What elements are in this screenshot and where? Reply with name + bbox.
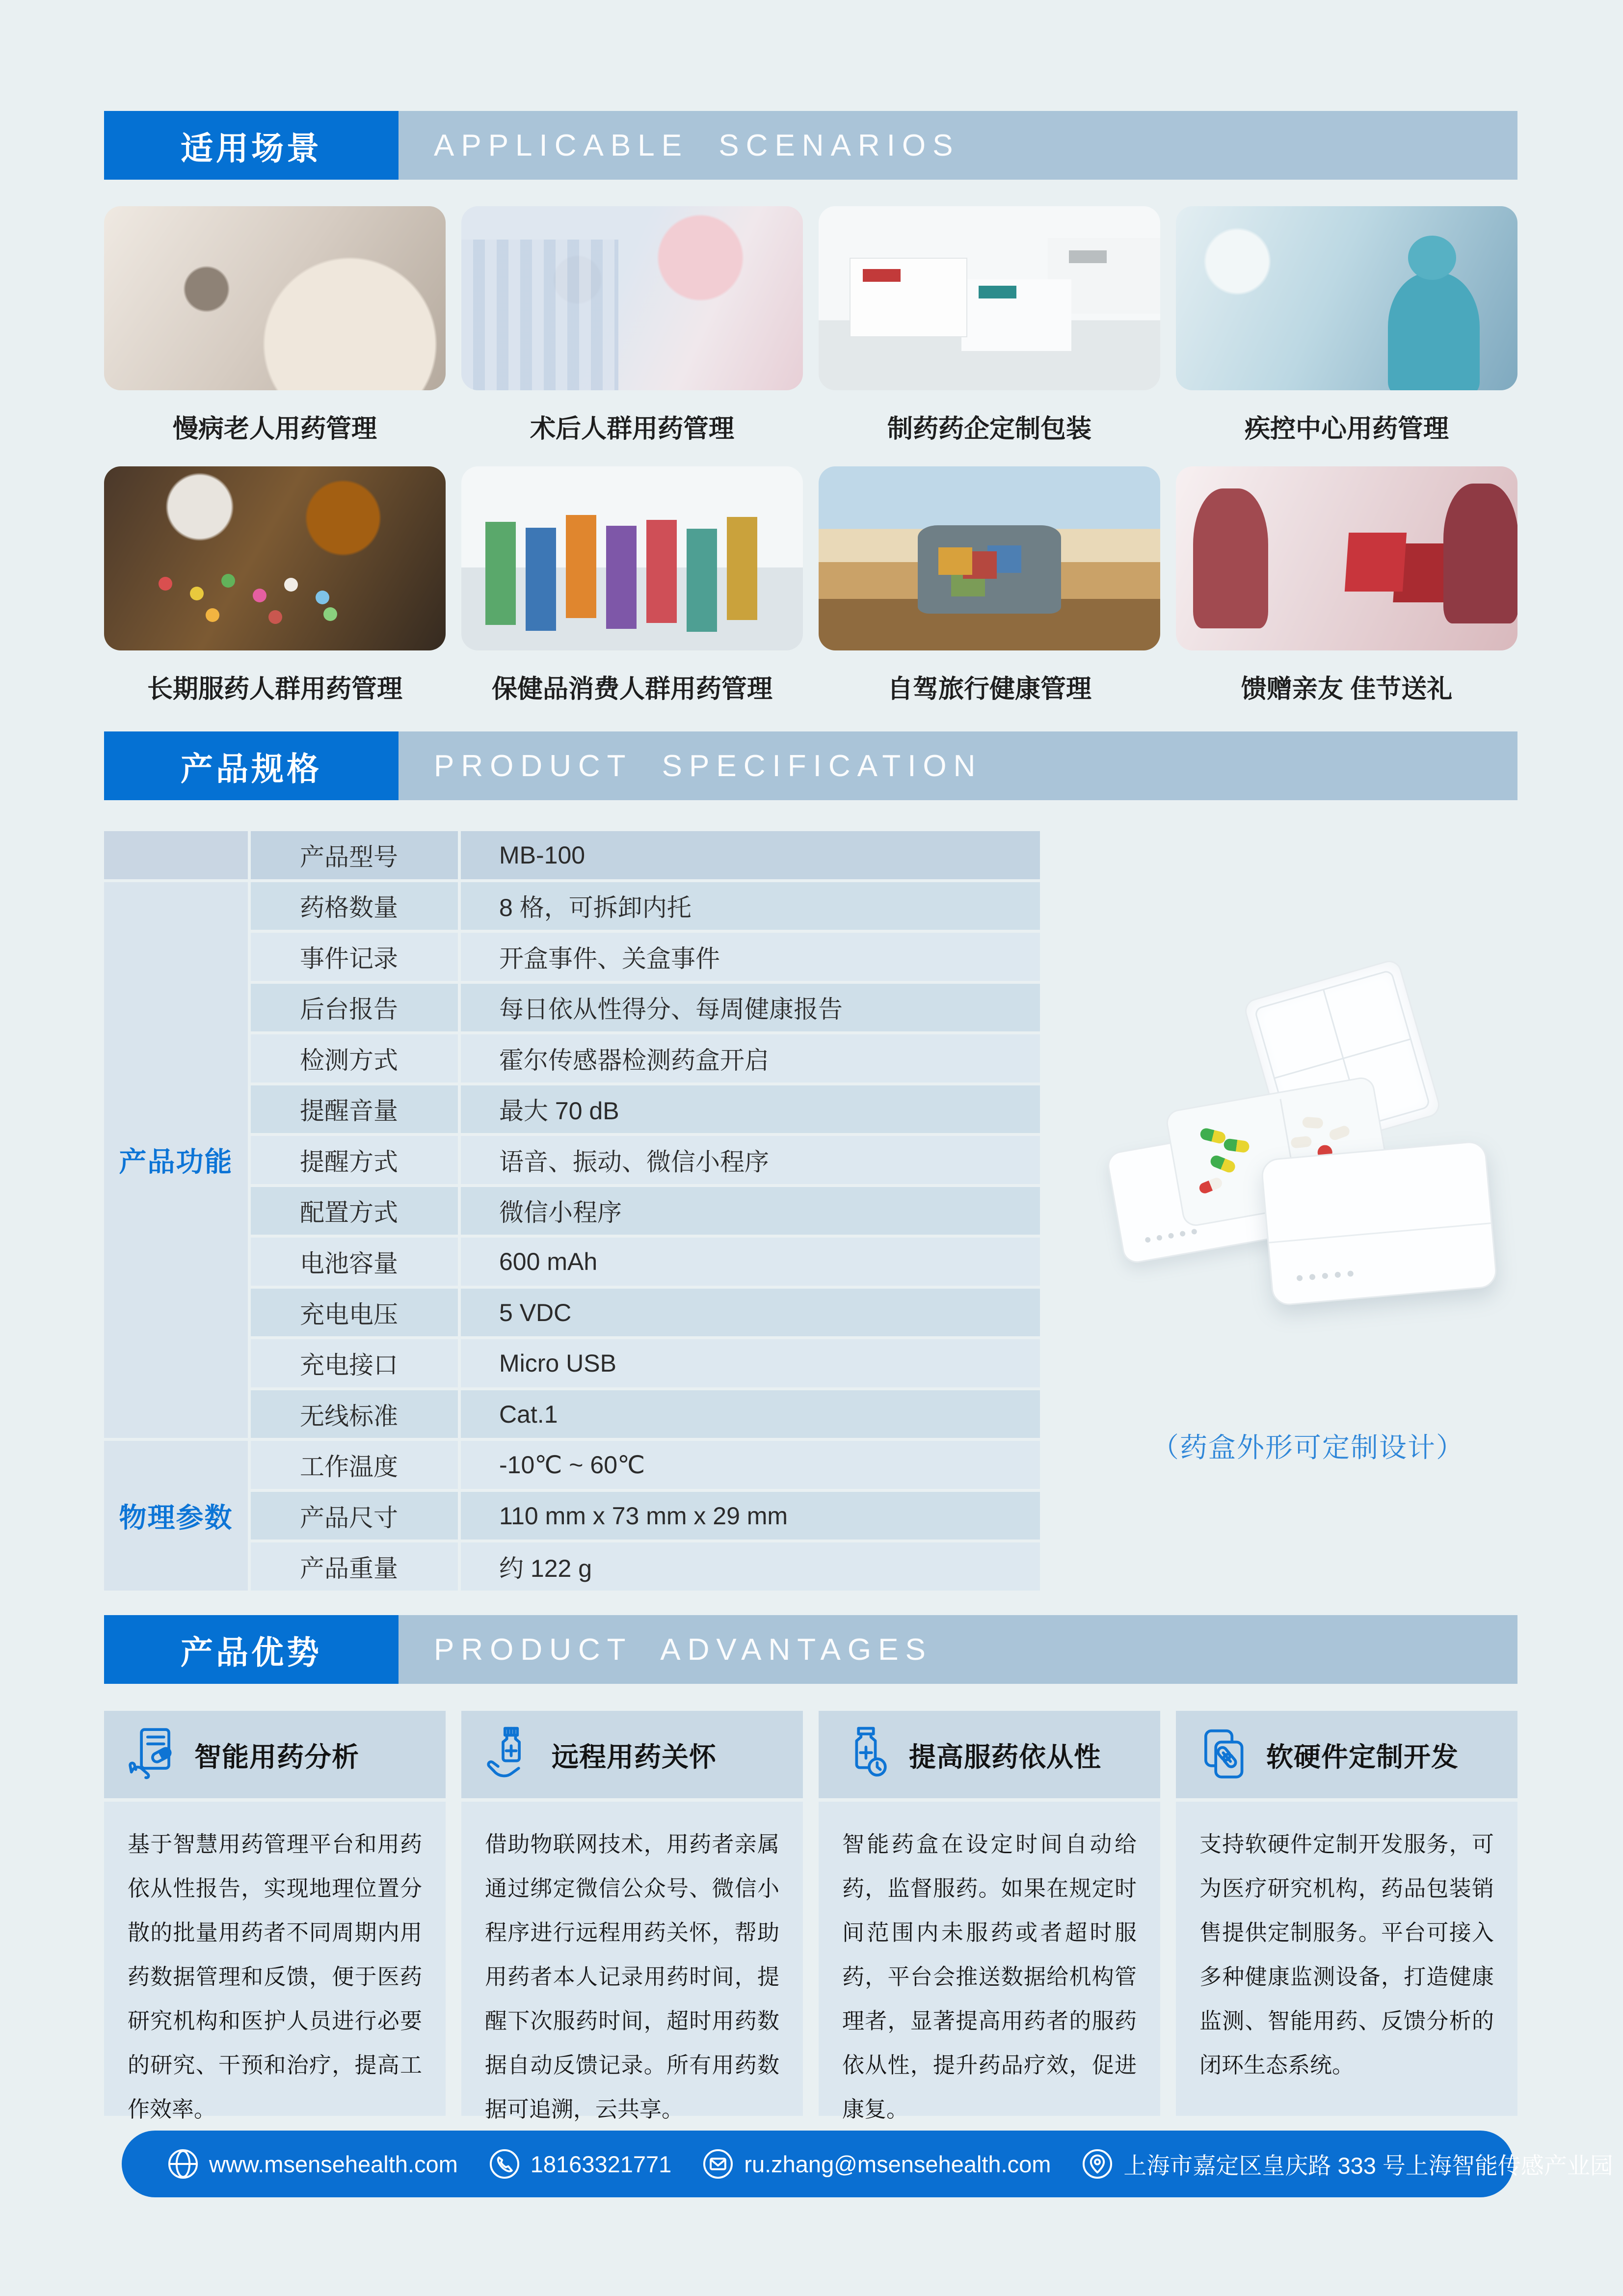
spec-value: 600 mAh — [461, 1238, 1040, 1286]
footer-item — [167, 2148, 458, 2180]
advantage-card-header — [104, 1711, 446, 1798]
scenario-caption: 保健品消费人群用药管理 — [491, 675, 772, 703]
report-hand-icon — [123, 1725, 183, 1784]
advantage-title: 软硬件定制开发 — [1266, 1741, 1459, 1772]
scenario-card — [819, 466, 1160, 705]
spec-value: 开盒事件、关盒事件 — [461, 933, 1040, 981]
advantage-card — [104, 1711, 446, 2122]
photo-gift-giving — [1176, 466, 1517, 650]
advantage-card-header — [1176, 1711, 1517, 1798]
footer-contact-bar — [122, 2131, 1613, 2197]
scenario-card — [819, 206, 1160, 445]
spec-label: 提醒方式 — [251, 1136, 458, 1184]
advantage-title: 提高服药依从性 — [909, 1741, 1102, 1772]
advantage-card — [819, 1711, 1160, 2122]
scenario-card — [1176, 466, 1517, 705]
section-title-en-advantages: PRODUCT ADVANTAGES — [399, 1615, 1517, 1684]
scenario-caption: 馈赠亲友 佳节送礼 — [1241, 675, 1453, 703]
spec-value: 5 VDC — [461, 1289, 1040, 1337]
spec-value: 语音、振动、微信小程序 — [461, 1136, 1040, 1184]
photo-post-surgery — [461, 206, 803, 390]
scenario-caption: 慢病老人用药管理 — [172, 415, 377, 443]
spec-label: 产品尺寸 — [251, 1492, 458, 1540]
photo-elderly-home — [104, 206, 446, 390]
cards-link-icon — [1195, 1725, 1254, 1784]
spec-value: -10℃ ~ 60℃ — [461, 1441, 1040, 1489]
advantage-card — [461, 1711, 803, 2122]
bottle-clock-icon — [837, 1725, 897, 1784]
spec-value: 最大 70 dB — [461, 1085, 1040, 1134]
advantages-row — [104, 1711, 1517, 2122]
spec-label: 事件记录 — [251, 933, 458, 981]
footer-items — [167, 2148, 1613, 2181]
scenario-card — [1176, 206, 1517, 445]
spec-left-header-cell — [104, 831, 248, 879]
footer-label: 上海市嘉定区皇庆路 333 号上海智能传感产业园 — [1123, 2152, 1613, 2179]
spec-group-physical: 物理参数 — [104, 1441, 248, 1591]
spec-label: 充电电压 — [251, 1289, 458, 1337]
footer-item — [1081, 2148, 1613, 2181]
spec-label: 电池容量 — [251, 1238, 458, 1286]
advantage-body: 借助物联网技术，用药者亲属通过绑定微信公众号、微信小程序进行远程用药关怀，帮助用药者本人记录用药时间，提醒下次服药时间，超时用药数据自动反馈记录。所有用药数据可追溯，云共享。 — [461, 1802, 803, 2116]
phone-icon — [488, 2148, 521, 2180]
advantage-body: 支持软硬件定制开发服务，可为医疗研究机构，药品包装销售提供定制服务。平台可接入多种健康监测设备，打造健康监测、智能用药、反馈分析的闭环生态系统。 — [1176, 1802, 1517, 2116]
advantage-card — [1176, 1711, 1517, 2116]
spec-group-functions: 产品功能 — [104, 882, 248, 1438]
footer-label: www.msensehealth.com — [209, 2151, 458, 2177]
spec-label: 无线标准 — [251, 1390, 458, 1438]
spec-label: 检测方式 — [251, 1034, 458, 1082]
photo-road-trip — [819, 466, 1160, 650]
pillbox-closed — [1260, 1140, 1498, 1307]
scenario-card — [104, 466, 446, 705]
spec-value: 微信小程序 — [461, 1187, 1040, 1235]
scenario-card — [461, 206, 803, 445]
scenario-caption: 疾控中心用药管理 — [1244, 415, 1449, 443]
pillbox-product-photo — [1114, 977, 1497, 1389]
scenario-row-1 — [104, 206, 1517, 445]
section-header-scenarios — [104, 111, 1517, 180]
footer-item — [702, 2148, 1051, 2180]
section-title-en-scenarios: APPLICABLE SCENARIOS — [399, 111, 1517, 180]
section-badge-scenarios: 适用场景 — [104, 111, 399, 180]
scenario-card — [461, 466, 803, 705]
section-header-advantages — [104, 1615, 1517, 1684]
photo-supplements — [461, 466, 803, 650]
scenario-row-2 — [104, 466, 1517, 705]
spec-value: Cat.1 — [461, 1390, 1040, 1438]
section-badge-specification: 产品规格 — [104, 731, 399, 800]
scenario-caption: 制药药企定制包装 — [887, 415, 1091, 443]
spec-value: 约 122 g — [461, 1542, 1040, 1591]
section-title-en-specification: PRODUCT SPECIFICATION — [399, 731, 1517, 800]
footer-label: 18163321771 — [530, 2151, 672, 2177]
footer-label: ru.zhang@msensehealth.com — [744, 2151, 1051, 2177]
spec-value: 每日依从性得分、每周健康报告 — [461, 984, 1040, 1032]
photo-pill-bottles — [104, 466, 446, 650]
advantage-body: 基于智慧用药管理平台和用药依从性报告，实现地理位置分散的批量用药者不同周期内用药数据管理和反馈，便于医药研究机构和医护人员进行必要的研究、干预和治疗，提高工作效率。 — [104, 1802, 446, 2116]
photo-pharma-packaging — [819, 206, 1160, 390]
photo-cdc-lab — [1176, 206, 1517, 390]
advantage-card-header — [819, 1711, 1160, 1798]
advantage-card-header — [461, 1711, 803, 1798]
globe-icon — [167, 2148, 199, 2180]
section-header-specification — [104, 731, 1517, 800]
bottle-hand-icon — [480, 1725, 540, 1784]
footer-item — [488, 2148, 672, 2180]
pin-icon — [1081, 2148, 1114, 2180]
spec-table — [104, 831, 1040, 1591]
spec-label: 产品型号 — [251, 831, 458, 879]
spec-value: MB-100 — [461, 831, 1040, 879]
spec-label: 充电接口 — [251, 1339, 458, 1387]
spec-value: Micro USB — [461, 1339, 1040, 1387]
spec-label: 工作温度 — [251, 1441, 458, 1489]
scenario-caption: 术后人群用药管理 — [530, 415, 734, 443]
advantage-body: 智能药盒在设定时间自动给药，监督服药。如果在规定时间范围内未服药或者超时服药，平台会推送数据给机构管理者，显著提高用药者的服药依从性，提升药品疗效，促进康复。 — [819, 1802, 1160, 2116]
spec-label: 提醒音量 — [251, 1085, 458, 1134]
scenario-caption: 自驾旅行健康管理 — [887, 675, 1091, 703]
spec-label: 药格数量 — [251, 882, 458, 930]
section-badge-advantages: 产品优势 — [104, 1615, 399, 1684]
advantage-title: 远程用药关怀 — [552, 1741, 717, 1772]
spec-label: 产品重量 — [251, 1542, 458, 1591]
advantage-title: 智能用药分析 — [194, 1741, 360, 1772]
mail-icon — [702, 2148, 734, 2180]
spec-value: 110 mm x 73 mm x 29 mm — [461, 1492, 1040, 1540]
spec-label: 后台报告 — [251, 984, 458, 1032]
spec-value: 霍尔传感器检测药盒开启 — [461, 1034, 1040, 1082]
spec-value: 8 格，可拆卸内托 — [461, 882, 1040, 930]
spec-label: 配置方式 — [251, 1187, 458, 1235]
scenario-card — [104, 206, 446, 445]
pillbox-caption: （药盒外形可定制设计） — [1151, 1432, 1464, 1463]
scenario-caption: 长期服药人群用药管理 — [147, 675, 402, 703]
